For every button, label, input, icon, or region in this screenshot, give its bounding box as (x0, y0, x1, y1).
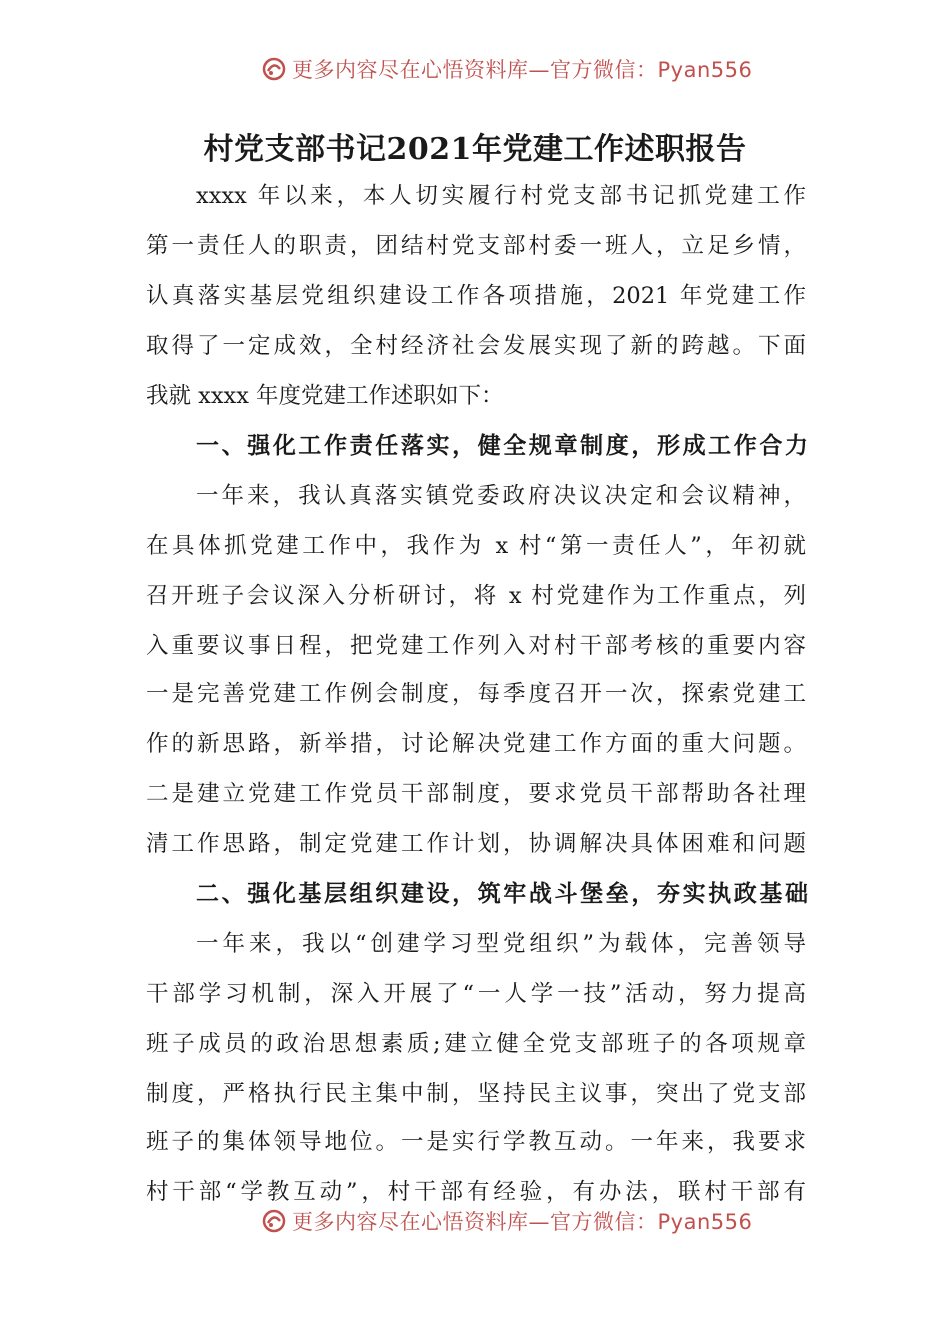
paragraph-line: 我就 xxxx 年度党建工作述职如下： (146, 383, 504, 409)
paragraph-line: 班子成员的政治思想素质;建立健全党支部班子的各项规章 (146, 1031, 806, 1057)
paragraph-line: 取得了一定成效，全村经济社会发展实现了新的跨越。下面 (146, 333, 806, 359)
paragraph-line: 制度，严格执行民主集中制，坚持民主议事，突出了党支部 (146, 1081, 806, 1107)
paragraph-line: 一年来，我认真落实镇党委政府决议决定和会议精神， (196, 483, 806, 509)
watermark-text: 更多内容尽在心悟资料库—官方微信：Pyan556 (292, 1210, 753, 1234)
paragraph-line: 班子的集体领导地位。一是实行学教互动。一年来，我要求 (146, 1129, 806, 1155)
paragraph-line: 第一责任人的职责，团结村党支部村委一班人，立足乡情， (146, 233, 806, 259)
section-heading-2: 二、强化基层组织建设，筑牢战斗堡垒，夯实执政基础 (196, 881, 808, 907)
watermark-banner-bottom (0, 1206, 950, 1236)
document-title: 村党支部书记2021年党建工作述职报告 (203, 132, 747, 167)
paragraph-line: 入重要议事日程，把党建工作列入对村干部考核的重要内容 (146, 633, 806, 659)
paragraph-line: 干部学习机制，深入开展了“一人学一技”活动，努力提高 (146, 981, 806, 1007)
paragraph-line: 在具体抓党建工作中，我作为 x 村“第一责任人”，年初就 (146, 533, 806, 559)
paragraph-line: 二是建立党建工作党员干部制度，要求党员干部帮助各社理 (146, 781, 806, 807)
paragraph-line: 认真落实基层党组织建设工作各项措施，2021 年党建工作 (146, 283, 806, 309)
watermark-logo-icon (262, 1209, 286, 1233)
paragraph-line: 村干部“学教互动”，村干部有经验，有办法，联村干部有 (146, 1179, 806, 1205)
watermark-banner-top (0, 54, 950, 84)
section-heading-1: 一、强化工作责任落实，健全规章制度，形成工作合力 (196, 433, 808, 459)
paragraph-line: xxxx 年以来，本人切实履行村党支部书记抓党建工作 (196, 183, 806, 209)
paragraph-line: 作的新思路，新举措，讨论解决党建工作方面的重大问题。 (146, 731, 806, 757)
paragraph-line: 清工作思路，制定党建工作计划，协调解决具体困难和问题 (146, 831, 806, 857)
watermark-text: 更多内容尽在心悟资料库—官方微信：Pyan556 (292, 58, 753, 82)
paragraph-line: 一是完善党建工作例会制度，每季度召开一次，探索党建工 (146, 681, 806, 707)
paragraph-line: 召开班子会议深入分析研讨，将 x 村党建作为工作重点，列 (146, 583, 806, 609)
watermark-logo-icon (262, 57, 286, 81)
paragraph-line: 一年来，我以“创建学习型党组织”为载体，完善领导 (196, 931, 806, 957)
